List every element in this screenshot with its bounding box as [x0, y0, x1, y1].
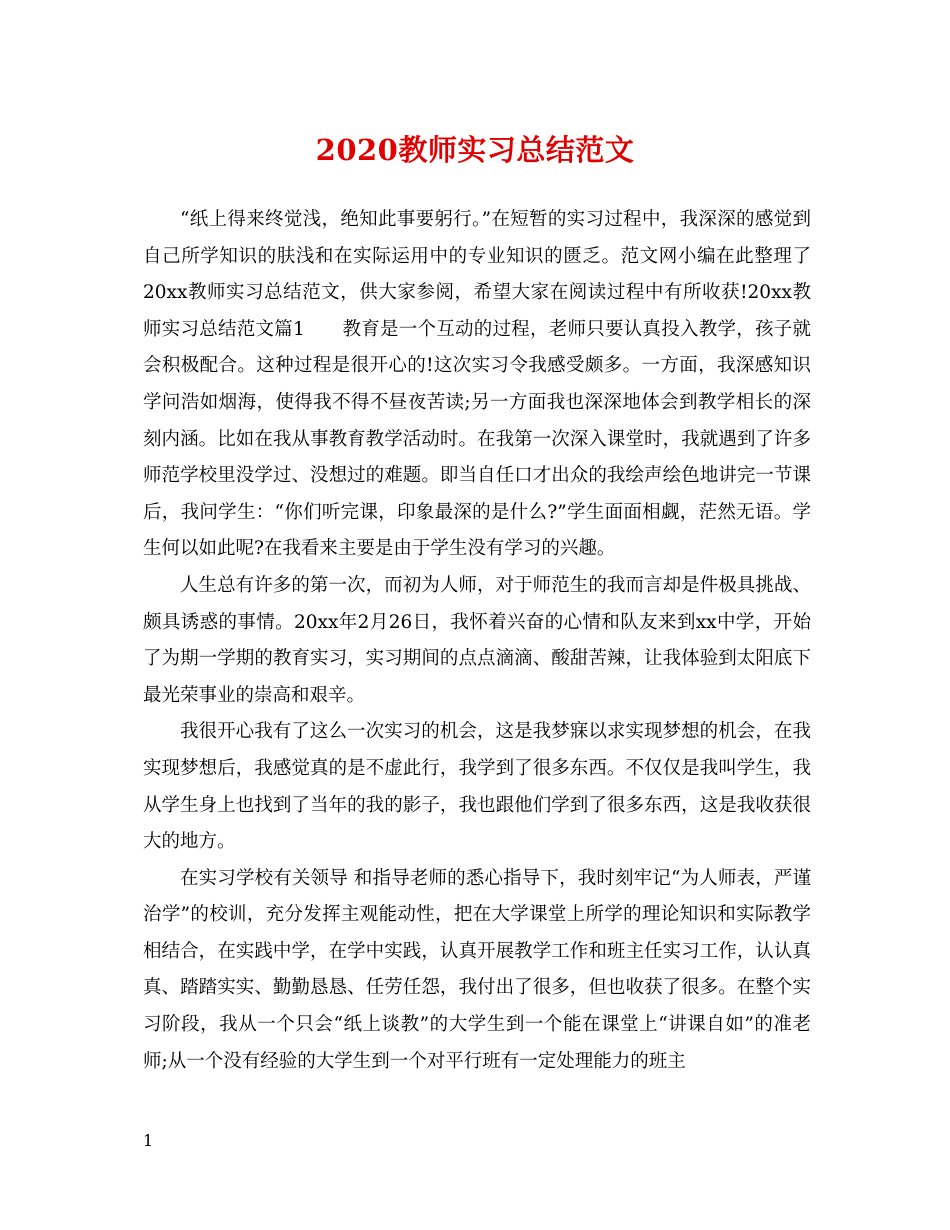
- document-title: 2020教师实习总结范文: [315, 133, 635, 167]
- document-body: [143, 202, 811, 1080]
- paragraph-guidance: 在实习学校有关领导 和指导老师的悉心指导下，我时刻牢记“为人师表，严谨治学”的校训，充分发挥主观能动性，把在大学课堂上所学的理论知识和实际教学相结合，在实践中学，在学中实践，认真开展教学工作和班主任实习工作，认认真真、踏踏实实、勤勤恳恳、任劳任怨，我付出了很多，但也收获了很多。在整个实习阶段，我从一个只会“纸上谈教”的大学生到一个能在课堂上“讲课自如”的准老师;从一个没有经验的大学生到一个对平行班有一定处理能力的班主: [143, 867, 811, 1072]
- paragraph-intro: “纸上得来终觉浅，绝知此事要躬行。”在短暂的实习过程中，我深深的感觉到自己所学知识的肤浅和在实际运用中的专业知识的匮乏。范文网小编在此整理了20xx教师实习总结范文，供大家参阅，希望大家在阅读过程中有所收获!20xx教师实习总结范文篇1 教育是一个互动的过程，老师只要认真投入教学，孩子就会积极配合。这种过程是很开心的!这次实习令我感受颇多。一方面，我深感知识学问浩如烟海，使得我不得不昼夜苦读;另一方面我也深深地体会到教学相长的深刻内涵。比如在我从事教育教学活动时。在我第一次深入课堂时，我就遇到了许多师范学校里没学过、没想过的难题。即当自任口才出众的我绘声绘色地讲完一节课后，我问学生：“你们听完课，印象最深的是什么?”学生面面相觑，茫然无语。学生何以如此呢?在我看来主要是由于学生没有学习的兴趣。: [143, 209, 811, 560]
- page-number: 1: [143, 1131, 154, 1150]
- paragraph-opportunity: 我很开心我有了这么一次实习的机会，这是我梦寐以求实现梦想的机会，在我实现梦想后，我感觉真的是不虚此行，我学到了很多东西。不仅仅是我叫学生，我从学生身上也找到了当年的我的影子，我也跟他们学到了很多东西，这是我收获很大的地方。: [143, 721, 811, 853]
- paragraph-first-time: 人生总有许多的第一次，而初为人师，对于师范生的我而言却是件极具挑战、颇具诱惑的事情。20xx年2月26日，我怀着兴奋的心情和队友来到xx中学，开始了为期一学期的教育实习，实习期间的点点滴滴、酸甜苦辣，让我体验到太阳底下最光荣事业的崇高和艰辛。: [143, 574, 811, 706]
